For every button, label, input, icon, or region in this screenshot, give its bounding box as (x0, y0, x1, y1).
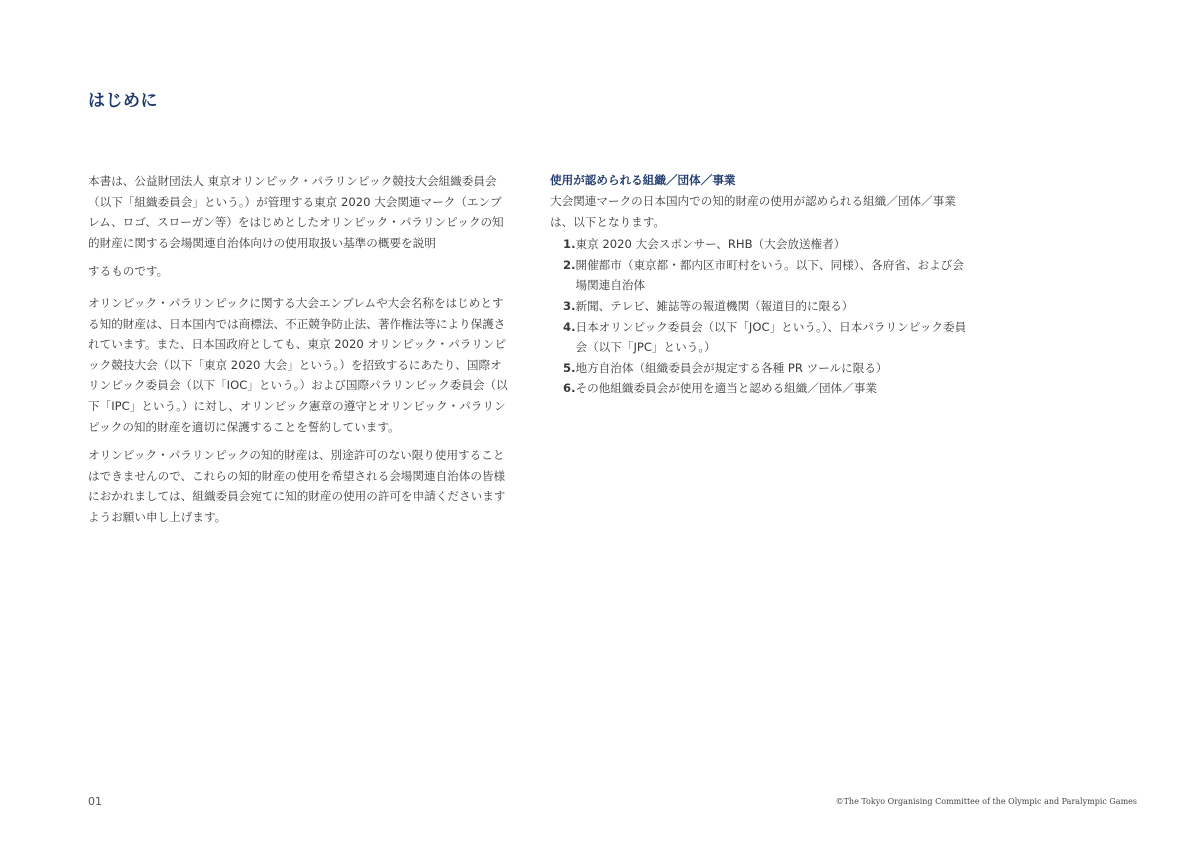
list-item-text: 新聞、テレビ、雑誌等の報道機関（報道目的に限る） (575, 298, 854, 313)
permitted-users-list (550, 234, 970, 399)
page-title: はじめに (88, 91, 158, 111)
list-item (563, 378, 970, 399)
list-item-text: 開催都市（東京都・都内区市町村をいう。以下、同様）、各府省、および会場関連自治体 (575, 257, 964, 293)
list-item-text: 東京 2020 大会スポンサー、RHB（大会放送権者） (575, 237, 846, 252)
intro-paragraph: 本書は、公益財団法人 東京オリンピック・パラリンピック競技大会組織委員会（以下「組織委員会」という。）が管理する東京 2020 大会関連マーク（エンブレム、ロゴ、スローガン等）をはじめとしたオリンピック・パラリンピックの知的財産に関する会場関連自治体向けの使用取扱い基準の概要を説明 (88, 174, 504, 250)
permitted-users-column (550, 171, 970, 399)
intro-paragraph: するものです。 (88, 264, 169, 279)
list-item-number: 2. (563, 257, 576, 272)
list-item-number: 1. (563, 237, 576, 252)
intro-paragraph: オリンピック・パラリンピックに関する大会エンブレムや大会名称をはじめとする知的財産は、日本国内では商標法、不正競争防止法、著作権法等により保護されています。また、日本国政府としても、東京 2020 オリンピック・パラリンピック競技大会（以下「東京 2020 大会」という。）を招致するにあたり、国際オリンピック委員会（以下「IOC」という。）および国際パラリンピック委員会（以下「IPC」という。）に対し、オリンピック憲章の遵守とオリンピック・パラリンピックの知的財産を適切に保護することを誓約しています。 (88, 295, 508, 434)
list-item-number: 3. (563, 298, 576, 313)
list-item (563, 358, 970, 379)
list-item (563, 317, 970, 358)
list-item (563, 234, 970, 255)
intro-paragraph: オリンピック・パラリンピックの知的財産は、別途許可のない限り使用することはできませんので、これらの知的財産の使用を希望される会場関連自治体の皆様におかれましては、組織委員会宛てに知的財産の使用の許可を申請くださいますようお願い申し上げます。 (88, 448, 506, 524)
list-item-number: 4. (563, 319, 576, 334)
intro-column (88, 171, 508, 539)
list-item-text: その他組織委員会が使用を適当と認める組織／団体／事業 (575, 381, 877, 396)
list-item (563, 255, 970, 296)
list-item (563, 296, 970, 317)
page-number: 01 (88, 795, 102, 808)
section-intro: 大会関連マークの日本国内での知的財産の使用が認められる組織／団体／事業は、以下となります。 (550, 194, 956, 229)
copyright-notice: ©The Tokyo Organising Committee of the Olympic and Paralympic Games (835, 797, 1137, 806)
list-item-number: 6. (563, 381, 576, 396)
list-item-text: 地方自治体（組織委員会が規定する各種 PR ツールに限る） (575, 360, 888, 375)
list-item-text: 日本オリンピック委員会（以下「JOC」という。）、日本パラリンピック委員会（以下「JPC」という。） (575, 319, 967, 355)
section-heading: 使用が認められる組織／団体／事業 (550, 173, 736, 187)
list-item-number: 5. (563, 360, 576, 375)
